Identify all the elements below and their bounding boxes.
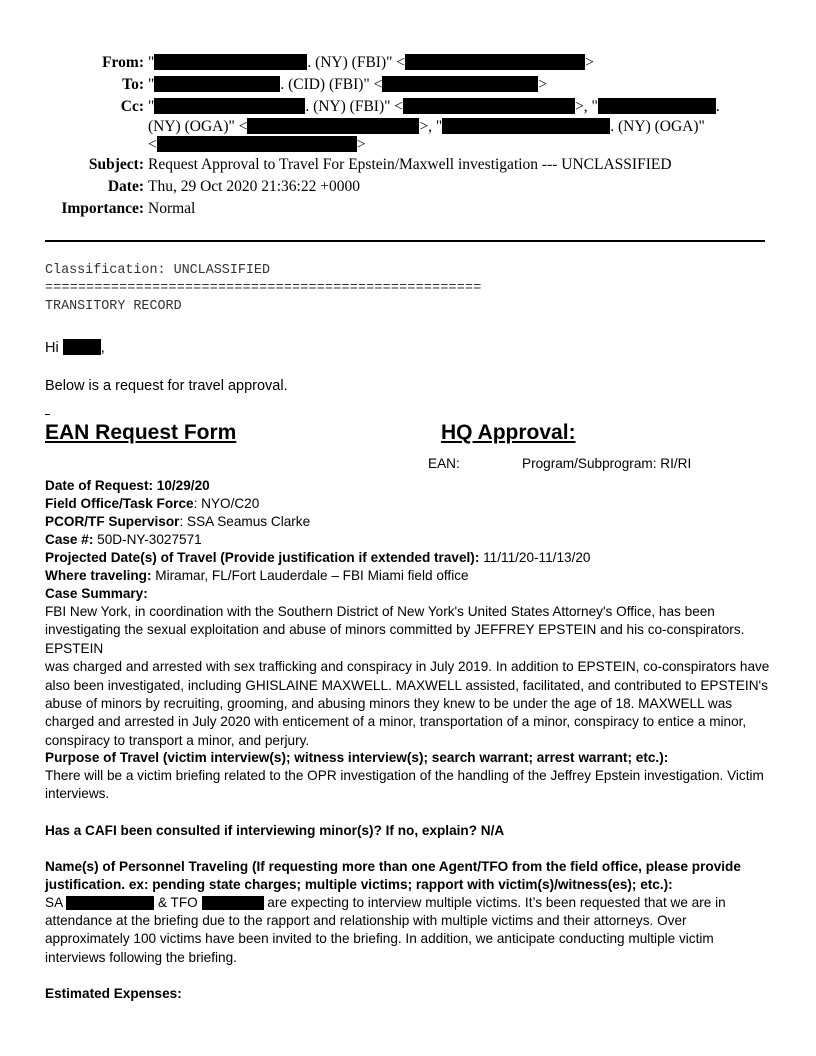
date-of-request: Date of Request: 10/29/20: [45, 478, 210, 493]
ean-label: EAN:: [428, 456, 460, 471]
summary-line: also been investigated, including GHISLAINE MAXWELL. MAXWELL assisted, facilitated, and contributed to EPSTEIN's: [45, 677, 768, 693]
from-quote: ": [148, 54, 155, 71]
redaction-box: [403, 98, 575, 114]
purpose-text: [45, 767, 775, 804]
cafi-question: Has a CAFI been consulted if interviewing minor(s)? If no, explain? N/A: [45, 823, 505, 838]
purpose-label: Purpose of Travel (victim interview(s); witness interview(s); search warrant; arrest warrant; etc.):: [45, 750, 669, 765]
redaction-box: [157, 136, 357, 152]
summary-line: FBI New York, in coordination with the Southern District of New York's United States Attorney's Office, has been: [45, 604, 715, 619]
redaction-box: [442, 118, 610, 134]
personnel-line-1: SA & TFO are expecting to interview multiple victims. It’s been requested that we are in: [45, 895, 726, 910]
personnel-label: Name(s) of Personnel Traveling (If requesting more than one Agent/TFO from the field office, please provide justification. ex: pending state charges; multiple victims; rapport with victim(s)/witness(es); etc.):: [45, 859, 741, 893]
date-value: Thu, 29 Oct 2020 21:36:22 +0000: [148, 178, 360, 195]
from-agency: . (NY) (FBI)" <: [307, 54, 406, 71]
header-divider: [45, 240, 765, 242]
to-agency: . (CID) (FBI)" <: [280, 76, 383, 93]
subject-row: [0, 154, 816, 176]
importance-label: Importance:: [61, 200, 144, 217]
classification-block: [45, 262, 482, 316]
cc-row: Cc: " . (NY) (FBI)" < >, " .: [0, 96, 816, 118]
summary-line: investigating the sexual exploitation and abuse of minors committed by JEFFREY EPSTEIN and his co-conspirators. EPSTEIN: [45, 622, 745, 656]
date-row: [0, 176, 816, 198]
cc-label: Cc:: [120, 98, 144, 115]
redaction-box: [247, 118, 419, 134]
case-summary-label: Case Summary:: [45, 586, 148, 601]
cc-row-2: (NY) (OGA)" < >, " . (NY) (OGA)": [148, 118, 705, 135]
cc-row-3: < >: [148, 136, 366, 153]
redaction-box: [405, 54, 585, 70]
importance-row: [0, 198, 816, 220]
purpose-line: interviews.: [45, 786, 110, 802]
purpose-line: There will be a victim briefing related to the OPR investigation of the handling of the Jeffrey Epstein investigation. Victim: [45, 768, 764, 783]
personnel-text: attendance at the briefing due to the rapport and relationship with multiple victims and their attorneys. Over approximately 100 victims have been invited to the briefing. In addition, we anticipate conducting multiple victim interviews following the briefing.: [45, 913, 714, 965]
case-summary: [45, 603, 775, 750]
summary-line: abuse of minors by recruiting, grooming, and abusing minors they knew to be under the age of 18. MAXWELL was: [45, 696, 733, 712]
expenses-label: Estimated Expenses:: [45, 986, 182, 1001]
field-office: Field Office/Task Force: NYO/C20: [45, 496, 260, 511]
redaction-box: [154, 98, 305, 114]
greeting: Hi ,: [45, 340, 105, 356]
travel-dates: Projected Date(s) of Travel (Provide justification if extended travel): 11/11/20-11/13/20: [45, 550, 591, 565]
date-label: Date:: [107, 178, 144, 195]
from-label: From:: [102, 54, 144, 71]
summary-line: conspiracy to transport a minor, and perjury.: [45, 732, 310, 748]
case-number: Case #: 50D-NY-3027571: [45, 532, 202, 547]
redaction-box: [154, 76, 280, 92]
redaction-box: [202, 896, 264, 910]
supervisor: PCOR/TF Supervisor: SSA Seamus Clarke: [45, 514, 311, 529]
intro-text: Below is a request for travel approval.: [45, 378, 288, 394]
from-row: From: " . (NY) (FBI)" < >: [0, 52, 816, 74]
subject-label: Subject:: [88, 156, 144, 173]
travel-location: Where traveling: Miramar, FL/Fort Lauderdale – FBI Miami field office: [45, 568, 469, 583]
hq-approval-title: HQ Approval:: [441, 421, 576, 444]
redaction-box: [63, 339, 101, 355]
redaction-box: [154, 54, 307, 70]
small-mark: [45, 414, 50, 415]
record-type: TRANSITORY RECORD: [45, 299, 182, 314]
redaction-box: [598, 98, 716, 114]
redaction-box: [382, 76, 538, 92]
separator-line: =====================================================: [45, 281, 482, 296]
importance-value: Normal: [148, 200, 196, 217]
classification-line: Classification: UNCLASSIFIED: [45, 263, 270, 278]
summary-line: charged and arrested in July 2020 with enticement of a minor, transportation of a minor, conspiracy to entice a minor,: [45, 714, 747, 730]
summary-line: was charged and arrested with sex trafficking and conspiracy in July 2019. In addition to EPSTEIN, co-conspirators have: [45, 659, 770, 675]
subject-value: Request Approval to Travel For Epstein/Maxwell investigation --- UNCLASSIFIED: [148, 156, 672, 173]
to-label: To:: [122, 76, 144, 93]
to-row: To: " . (CID) (FBI)" < >: [0, 74, 816, 96]
form-title: EAN Request Form: [45, 421, 237, 444]
program-label: Program/Subprogram: RI/RI: [522, 456, 692, 471]
redaction-box: [66, 896, 154, 910]
